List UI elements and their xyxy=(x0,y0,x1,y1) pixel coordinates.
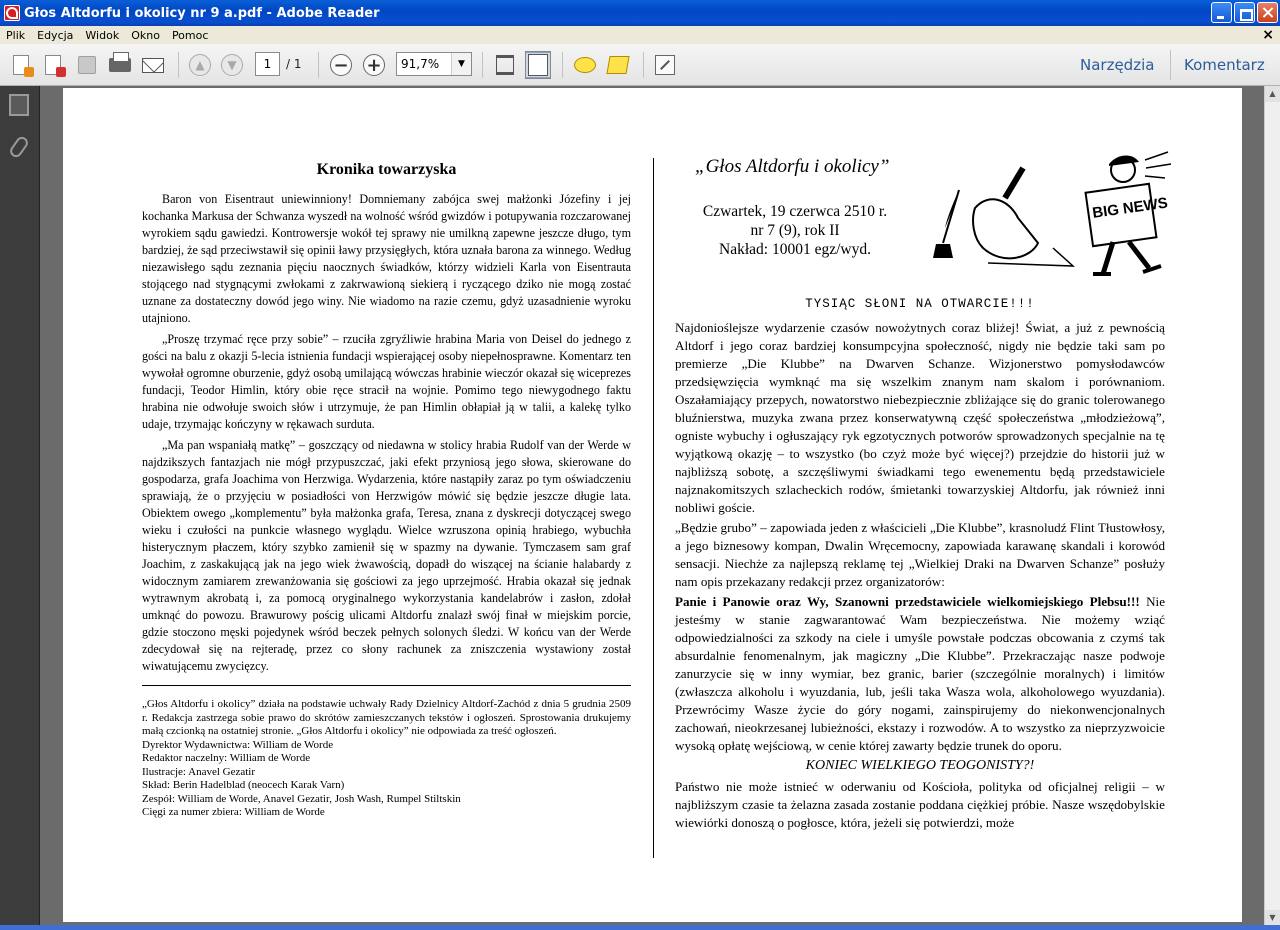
sticky-note-button[interactable] xyxy=(572,52,598,78)
full-screen-button[interactable] xyxy=(652,52,678,78)
comment-bubble-icon xyxy=(574,57,596,73)
toolbar-separator xyxy=(178,52,179,78)
adobe-reader-icon xyxy=(4,5,20,21)
masthead xyxy=(675,148,1169,283)
toolbar-separator xyxy=(482,52,483,78)
page-number-input[interactable]: 1 xyxy=(255,52,280,76)
vertical-scrollbar[interactable] xyxy=(1264,86,1280,926)
article-paragraph: Państwo nie może istnieć w oderwaniu od Kościoła, polityka od oficjalnej religii – w najbliższym czasie ta żelazna zasada zostanie poddana ciężkiej próbie. Nasze wszędobylskie wiewiórki donoszą o pogłosce, która, jeżeli się potwierdzi, może xyxy=(675,779,1165,830)
page-total: / 1 xyxy=(286,57,302,71)
imprint-note: „Głos Altdorfu i okolicy” działa na podstawie uchwały Rady Dzielnicy Altdorf-Zachód z dnia 5 grudnia 2509 r. Redakcja zastrzega sobie prawo do skrótów zamieszczanych tekstów i ogłoszeń. Sprostowania drukujemy małą czcionką na ostatniej stronie. „Głos Altdorfu i okolicy” nie odpowiada za treść ogłoszeń. xyxy=(142,698,631,737)
taskbar-strip xyxy=(0,925,1280,930)
imprint-line: Redaktor naczelny: William de Worde xyxy=(142,752,311,764)
toolbar-separator xyxy=(318,52,319,78)
print-button[interactable] xyxy=(107,52,133,78)
section-title: Kronika towarzyska xyxy=(316,161,457,178)
article-paragraph: Baron von Eisentraut uniewinniony! Domniemany zabójca swej małżonki Józefiny i jej kochanka Markusa der Schwanza wyszedł na wolność wśród gwizdów i potupywania rozczarowanej wyrokiem sądu gawiedzi. Kontrowersje wokół tej sprawy nie umilkną zapewne jeszcze długo, tym bardziej, że sąd przeciwstawił się opinii ławy przysięgłych, która uznała barona za winnego. Według niezawisłego sądu zeznania pięciu naocznych świadków, którzy widzieli Karla von Eisentrauta stojącego nad stygnącymi zwłokami z zakrwawioną siekierą i ryczącego dziko nie mogą zostać uznane za dostateczny dowód jego winy. Nie wiadomo na razie czemu, gdyż uzasadnienie wyroku utajniono. xyxy=(142,192,631,325)
big-news-text: BIG NEWS xyxy=(1091,194,1169,222)
arrow-down-icon: ▼ xyxy=(221,54,243,76)
article-paragraph: Najdonioślejsze wydarzenie czasów nowożytnych coraz bliżej! Świat, a już z pewnością Altdorf i jego coraz bardziej konsumpcyjna społeczność, nigdy nie będzie taki sam po premierze „Die Klubbe” na Dwarven Schanze. Wizjonerstwo pomysłodawców przedsięwzięcia wymknąć ma się wszelkim znanym nam skalom i porównaniom. Oszałamiający przepych, nowatorstwo niebezpiecznie zbliżające się do granic tolerowanego bluźnierstwa, muzyka zwana przez konserwatywną część społeczeństwa „młodzieżową”, ogniste wybuchy i ogłuszający ryk egzotycznych potworów sprowadzonych specjalnie na tę wyjątkową okazję – to wszystko (bo czyż może być więcej?) przejdzie do historii już w najbliższą sobotę, a szczęśliwymi świadkami tego ewenementu będą przedstawiciele najznakomitszych szlacheckich rodów, śmietanki towarzyskiej Altdorfu, jak również inni nobliwi goście. xyxy=(675,320,1165,515)
imprint-line: Cięgi za numer zbiera: William de Worde xyxy=(142,806,325,818)
imprint xyxy=(142,698,631,820)
minimize-button[interactable] xyxy=(1211,2,1232,23)
title-bar xyxy=(0,0,1280,26)
close-document-icon[interactable]: × xyxy=(1262,27,1274,43)
article-paragraph: „Ma pan wspaniałą matkę” – goszczący od niedawna w stolicy hrabia Rudolf van der Werde w najdzikszych fantazjach nie mógł przypuszczać, jaki efekt przyniosą jego słowa, skierowane do gospodarza, grafa Joachima von Herzwiga. Wydarzenia, które nastąpiły zaraz po tym oświadczeniu sprawiają, że o przyjęciu w posiadłości von Herzwigów mówić się będzie jeszcze długie lata. Obiektem owego „komplementu” była małżonka grafa, Teresa, znana z dyskrecji dotyczącej swego wieku i czułości na punkcie własnego wyglądu. Wielce wzruszona opinią hrabiego, wybuchła histerycznym płaczem, który szybko zamienił się w spazmy na dywanie. Tymczasem sam graf Joachim, z zaskakującą jak na jego wiek żwawością, dopadł do wiszącej na ścianie halabardy z widocznym zamiarem zrewanżowania się gościowi za jego uprzejmość. Hrabia okazał się jednak wytrawnym akrobatą i, za pomocą oryginalnego wykorzystania kandelabrów i zasłon, zdołał umknąć do powozu. Brawurowy pościg ulicami Altdorfu znalazł swój finał w miejskim porcie, gdzie stoczono męski pojedynek wśród beczek pełnych solonych śledzi. W końcu van der Werde zdecydował się na rejteradę, przez co słony rachunek za zniszczenia wystawiony został wiwatującemu zwycięzcy. xyxy=(142,438,631,673)
toolbar-separator xyxy=(643,52,644,78)
left-column xyxy=(142,158,631,820)
tools-pane-link[interactable]: Narzędzia xyxy=(1080,56,1155,74)
maximize-button[interactable] xyxy=(1234,2,1255,23)
imprint-line: Zespół: William de Worde, Anavel Gezatir, Josh Wash, Rumpel Stiltskin xyxy=(142,792,461,805)
newspaper-name: „Głos Altdorfu i okolicy” xyxy=(695,156,890,177)
announcement-heading: Panie i Panowie oraz Wy, Szanowni przedstawiciele wielkomiejskiego Plebsu!!! xyxy=(675,594,1140,609)
article-paragraph: „Będzie grubo” – zapowiada jeden z właścicieli „Die Klubbe”, krasnoludź Flint Tłustowłosy, a jego biznesowy kompan, Dwalin Wręcemocny, zapowiada karawanę skandali i korowód sensacji. Niechże za najlepszą reklamę tej „Wielkiej Draki na Dwarven Schanze” posłuży nam opis przekazany redakcji przez organizatorów: xyxy=(675,520,1165,589)
highlight-button[interactable] xyxy=(605,52,631,78)
newsboy-illustration xyxy=(913,148,1173,278)
circulation: Nakład: 10001 egz/wyd. xyxy=(719,241,871,258)
imprint-line: Dyrektor Wydawnictwa: William de Worde xyxy=(142,738,334,751)
comment-pane-link[interactable]: Komentarz xyxy=(1184,56,1265,74)
save-button[interactable] xyxy=(74,52,100,78)
imprint-line: Ilustracje: Anavel Gezatir xyxy=(142,765,256,778)
save-icon xyxy=(78,56,96,74)
create-pdf-button[interactable] xyxy=(40,52,66,78)
fit-width-button[interactable] xyxy=(492,52,518,78)
arrow-up-icon: ▲ xyxy=(189,54,211,76)
zoom-select[interactable] xyxy=(396,52,472,76)
scroll-up-icon[interactable]: ▲ xyxy=(1265,86,1280,102)
toolbar-separator xyxy=(1170,50,1171,80)
window-title: Głos Altdorfu i okolicy nr 9 a.pdf - Adobe Reader xyxy=(24,5,380,21)
menu-view[interactable]: Widok xyxy=(85,28,120,42)
document-page xyxy=(63,88,1242,922)
imprint-line: Skład: Berin Hadelblad (neocech Karak Varn) xyxy=(142,779,345,791)
article-paragraph: „Proszę trzymać ręce przy sobie” – rzuciła zgryźliwie hrabina Maria von Deisel do jednego z gości na balu z okazji 5-lecia istnienia fundacji wspierającej osoby niepełnosprawne. Komentarz ten wywołał ogromne oburzenie, gdyż osobą umilającą wówczas hrabinie wieczór okazał się wiceprezes fundacji, Teodor Himlin, który obie ręce stracił na wojnie. Pomimo tego niewygodnego faktu hrabina nie odwołuje swoich słów i utrzymuje, że pan Himlin obłapiał ją w talii, a kalekę tylko udaje, trzymając kończyny w rękawach surduta. xyxy=(142,332,631,431)
headline: TYSIĄC SŁONI NA OTWARCIE!!! xyxy=(805,297,1035,311)
email-button[interactable] xyxy=(140,52,166,78)
plus-icon: + xyxy=(363,54,385,76)
menu-window[interactable]: Okno xyxy=(131,28,160,42)
right-column xyxy=(675,148,1169,834)
next-page-button[interactable] xyxy=(219,52,245,78)
open-file-button[interactable] xyxy=(8,52,34,78)
prev-page-button[interactable] xyxy=(187,52,213,78)
issue-info xyxy=(675,202,915,259)
zoom-out-button[interactable] xyxy=(328,52,354,78)
create-pdf-icon xyxy=(45,55,61,75)
email-icon xyxy=(142,58,164,73)
toolbar-separator xyxy=(562,52,563,78)
fit-page-button[interactable] xyxy=(525,52,551,78)
menu-help[interactable]: Pomoc xyxy=(171,28,209,42)
announcement-text: Nie jesteśmy w stanie zagwarantować Wam bezpieczeństwa. Nie możemy wziąć odpowiedzialności za szkody na ciele i umyśle powstałe podczas obcowania z czymś tak absurdalnie fenomenalnym, jak magiczny „Die Klubbe”. Przekraczając nasze podwoje zanurzycie się w inny wymiar, bez granic, barier (szczególnie moralnych) i limitów (zwłaszcza alkoholu i wyuzdania, lub, jeśli taka Wasza wola, alkoholowego wyuzdania). Przewrócimy Wasze życie do góry nogami, zainspirujemy do niekonwencjonalnych zachowań, nieokrzesanej lubieżności, ekstazy i rozwodów. A to wszystko za nieprzyzwoicie wysoką opłatę wejściową, w cenie której zawarty będzie trunek do oporu. xyxy=(675,594,1165,753)
print-icon xyxy=(109,58,131,72)
article-paragraph xyxy=(675,593,1165,755)
navigation-pane xyxy=(0,86,40,926)
menu-file[interactable]: Plik xyxy=(6,28,26,42)
divider xyxy=(142,685,631,686)
subheadline: KONIEC WIELKIEGO TEOGONISTY?! xyxy=(805,758,1035,773)
highlight-pen-icon xyxy=(606,56,629,74)
fit-width-icon xyxy=(496,55,514,75)
minus-icon: − xyxy=(330,54,352,76)
menu-edit[interactable]: Edycja xyxy=(37,28,74,42)
menu-bar xyxy=(0,26,1280,44)
issue-number: nr 7 (9), rok II xyxy=(750,222,840,239)
page-thumbnails-icon[interactable] xyxy=(9,94,29,116)
zoom-value: 91,7% xyxy=(401,57,440,71)
scroll-down-icon[interactable]: ▼ xyxy=(1265,910,1280,926)
fit-page-icon xyxy=(528,54,548,76)
chevron-down-icon[interactable]: ▼ xyxy=(451,53,471,75)
column-divider xyxy=(653,158,654,858)
expand-icon xyxy=(655,55,675,75)
attachments-icon[interactable] xyxy=(8,135,30,160)
open-file-icon xyxy=(13,55,29,75)
close-button[interactable] xyxy=(1257,2,1278,23)
issue-date: Czwartek, 19 czerwca 2510 r. xyxy=(702,203,888,220)
zoom-in-button[interactable] xyxy=(361,52,387,78)
